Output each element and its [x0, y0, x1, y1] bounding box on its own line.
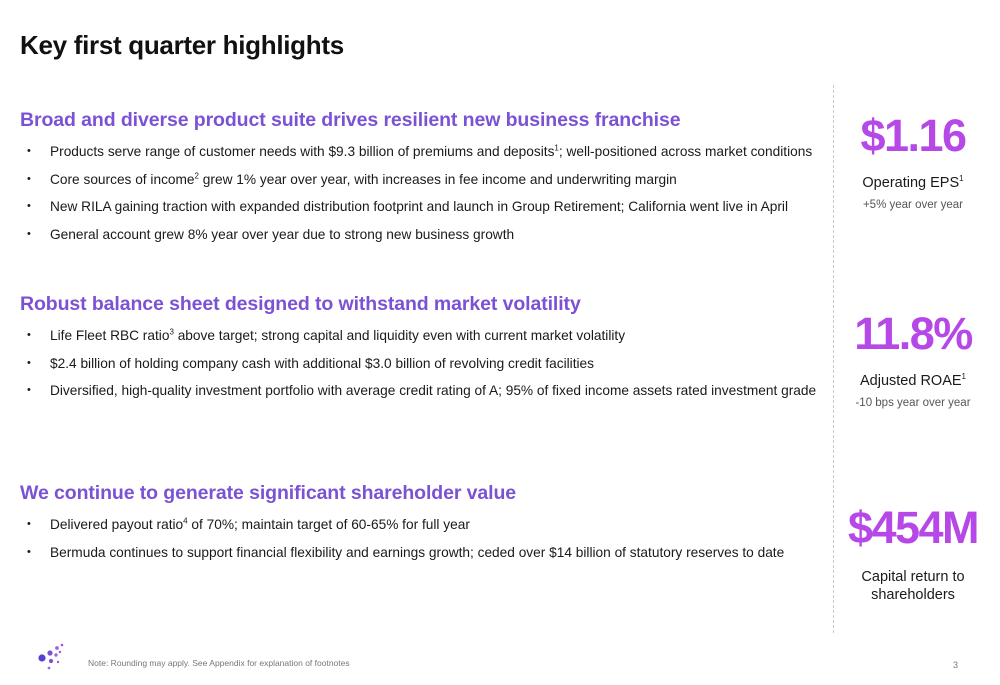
section-heading: Broad and diverse product suite drives resilient new business franchise [20, 109, 681, 131]
kpi-label: Operating EPS$^1$ [862, 174, 964, 191]
list-item: • Products serve range of customer needs with $9.3 billion of premiums and deposits$^1$; well-positioned across market conditions [27, 143, 813, 159]
kpi-value: $1.16 [860, 110, 966, 161]
page-number: 3 [953, 660, 959, 670]
footnote: Note: Rounding may apply. See Appendix for explanation of footnotes [88, 658, 350, 668]
kpi-label: Adjusted ROAE$^1$ [859, 372, 966, 389]
section-shareholder-value [20, 482, 830, 566]
list-item: • General account grew 8% year over year due to strong new business growth [27, 226, 515, 242]
section-new-business [20, 109, 830, 248]
list-item: • Life Fleet RBC ratio$^3$ above target; strong capital and liquidity even with current market volatility [27, 327, 626, 343]
kpi-subtext: -10 bps year over year [855, 397, 971, 409]
list-item: • Bermuda continues to support financial flexibility and earnings growth; ceded over $14 billion of statutory reserves to date [27, 544, 785, 560]
kpi-capital-return [836, 502, 990, 604]
list-item: • Diversified, high-quality investment portfolio with average credit rating of A; 95% of fixed income assets rated investment grade [27, 383, 817, 398]
section-heading: We continue to generate significant shareholder value [20, 482, 517, 504]
kpi-adjusted-roae [836, 308, 990, 409]
section-heading: Robust balance sheet designed to withstand market volatility [20, 293, 581, 315]
dots-logo-icon [36, 643, 68, 671]
kpi-label: Capital return to shareholders [861, 569, 965, 603]
list-item: • $2.4 billion of holding company cash with additional $3.0 billion of revolving credit facilities [27, 355, 595, 371]
kpi-subtext: +5% year over year [862, 199, 964, 211]
kpi-operating-eps [836, 110, 990, 211]
list-item: • Core sources of income$^2$ grew 1% year over year, with increases in fee income and underwriting margin [27, 170, 677, 187]
section-balance-sheet [20, 293, 830, 405]
kpi-value: 11.8% [854, 308, 972, 359]
kpi-value: $454M [847, 502, 979, 553]
vertical-divider [833, 85, 834, 633]
list-item: • New RILA gaining traction with expanded distribution footprint and launch in Group Retirement; California went live in April [27, 199, 789, 214]
list-item: • Delivered payout ratio$^4$ of 70%; maintain target of 60-65% for full year [27, 516, 470, 532]
page-title: Key first quarter highlights [20, 30, 344, 60]
